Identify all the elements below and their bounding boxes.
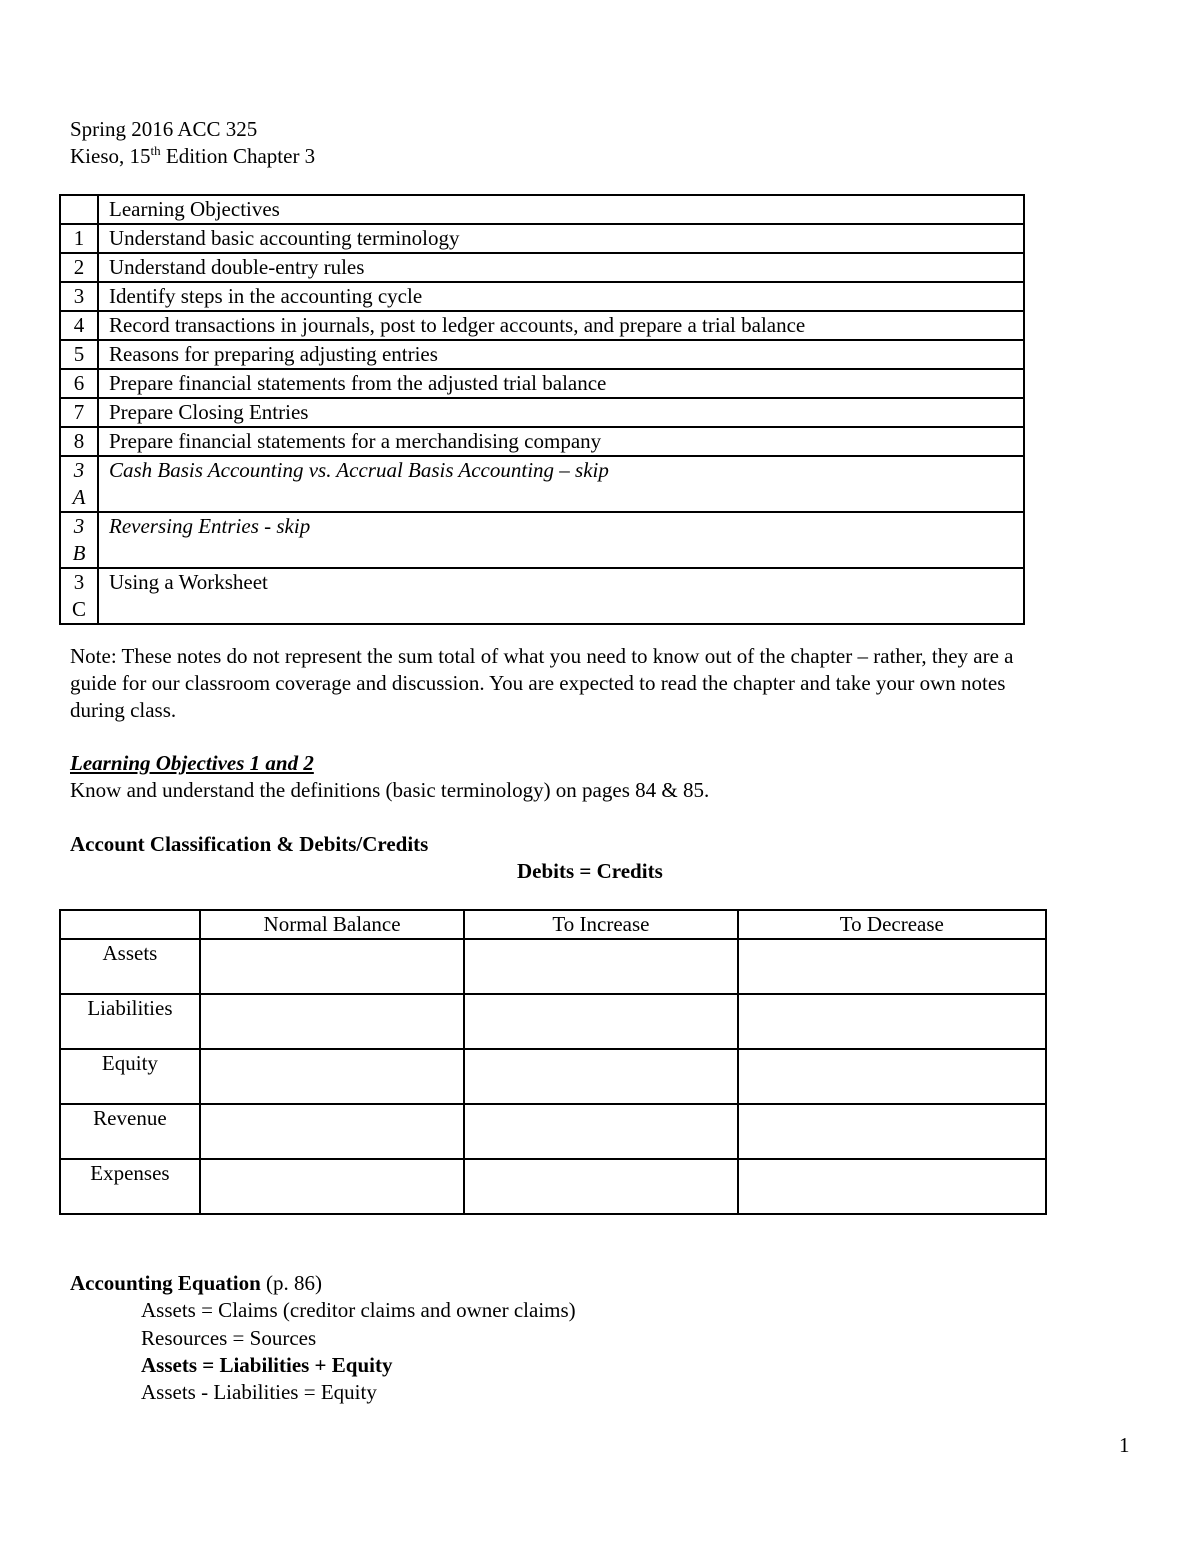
blank-cell [200, 994, 464, 1049]
table-row [60, 427, 1024, 456]
blank-cell [464, 1049, 737, 1104]
table-row [60, 512, 1024, 568]
note-line: guide for our classroom coverage and discussion. You are expected to read the chapter and take your own notes [70, 671, 1006, 695]
table-row [60, 224, 1024, 253]
objective-number: 3 A [60, 456, 98, 512]
account-classification-table [59, 909, 1047, 1215]
table-row [60, 1049, 1046, 1104]
equation-line: Resources = Sources [141, 1326, 317, 1350]
objective-text: Reversing Entries - skip [98, 512, 1024, 568]
blank-cell [738, 1159, 1046, 1214]
objective-number: 3 C [60, 568, 98, 624]
objective-number: 2 [60, 253, 98, 282]
table-cell [60, 195, 98, 224]
table-header-cell: Learning Objectives [98, 195, 1024, 224]
account-type: Revenue [60, 1104, 200, 1159]
objective-text: Reasons for preparing adjusting entries [98, 340, 1024, 369]
blank-cell [738, 1104, 1046, 1159]
objective-number: 5 [60, 340, 98, 369]
blank-cell [200, 1159, 464, 1214]
table-row [60, 568, 1024, 624]
note-line: during class. [70, 698, 177, 722]
account-type: Equity [60, 1049, 200, 1104]
table-row [60, 311, 1024, 340]
table-header-row [60, 195, 1024, 224]
column-header: Normal Balance [200, 910, 464, 939]
blank-cell [200, 1104, 464, 1159]
table-row [60, 282, 1024, 311]
table-row [60, 398, 1024, 427]
objective-text: Cash Basis Accounting vs. Accrual Basis Accounting – skip [98, 456, 1024, 512]
section-text-lo: Know and understand the definitions (basic terminology) on pages 84 & 85. [70, 778, 710, 802]
account-type: Expenses [60, 1159, 200, 1214]
account-type: Assets [60, 939, 200, 994]
debits-credits-equation: Debits = Credits [517, 859, 663, 883]
equation-line-bold: Assets = Liabilities + Equity [141, 1353, 393, 1377]
account-type: Liabilities [60, 994, 200, 1049]
equation-line: Assets = Claims (creditor claims and owner claims) [141, 1298, 576, 1322]
table-row [60, 1159, 1046, 1214]
blank-cell [464, 994, 737, 1049]
blank-cell [738, 994, 1046, 1049]
blank-cell [738, 939, 1046, 994]
blank-cell [464, 1104, 737, 1159]
table-row [60, 1104, 1046, 1159]
table-row [60, 340, 1024, 369]
section-heading-classification: Account Classification & Debits/Credits [70, 832, 429, 856]
document-subtitle: Kieso, 15th Edition Chapter 3 [70, 143, 316, 168]
objective-text: Prepare financial statements from the adjusted trial balance [98, 369, 1024, 398]
table-row [60, 456, 1024, 512]
objective-number: 3 [60, 282, 98, 311]
note-paragraph [70, 643, 1130, 724]
blank-cell [464, 939, 737, 994]
objective-number: 1 [60, 224, 98, 253]
document-title: Spring 2016 ACC 325 [70, 117, 258, 141]
objective-number: 4 [60, 311, 98, 340]
objective-text: Understand double-entry rules [98, 253, 1024, 282]
table-row [60, 939, 1046, 994]
blank-cell [464, 1159, 737, 1214]
blank-cell [200, 939, 464, 994]
table-row [60, 994, 1046, 1049]
column-header: To Increase [464, 910, 737, 939]
section-heading-equation: Accounting Equation (p. 86) [70, 1271, 323, 1295]
column-header: To Decrease [738, 910, 1046, 939]
learning-objectives-table [59, 194, 1025, 625]
equation-line: Assets - Liabilities = Equity [141, 1380, 377, 1404]
objective-text: Prepare financial statements for a merchandising company [98, 427, 1024, 456]
objective-number: 3 B [60, 512, 98, 568]
objective-text: Identify steps in the accounting cycle [98, 282, 1024, 311]
table-row [60, 369, 1024, 398]
section-heading-lo: Learning Objectives 1 and 2 [70, 751, 314, 775]
table-row [60, 253, 1024, 282]
blank-cell [738, 1049, 1046, 1104]
objective-text: Using a Worksheet [98, 568, 1024, 624]
page-number: 1 [1119, 1433, 1130, 1457]
table-header-row [60, 910, 1046, 939]
objective-number: 7 [60, 398, 98, 427]
blank-cell [200, 1049, 464, 1104]
column-header [60, 910, 200, 939]
note-line: Note: These notes do not represent the sum total of what you need to know out of the chapter – rather, they are a [70, 644, 1014, 668]
objective-number: 8 [60, 427, 98, 456]
objective-text: Understand basic accounting terminology [98, 224, 1024, 253]
objective-text: Record transactions in journals, post to ledger accounts, and prepare a trial balance [98, 311, 1024, 340]
objective-number: 6 [60, 369, 98, 398]
objective-text: Prepare Closing Entries [98, 398, 1024, 427]
